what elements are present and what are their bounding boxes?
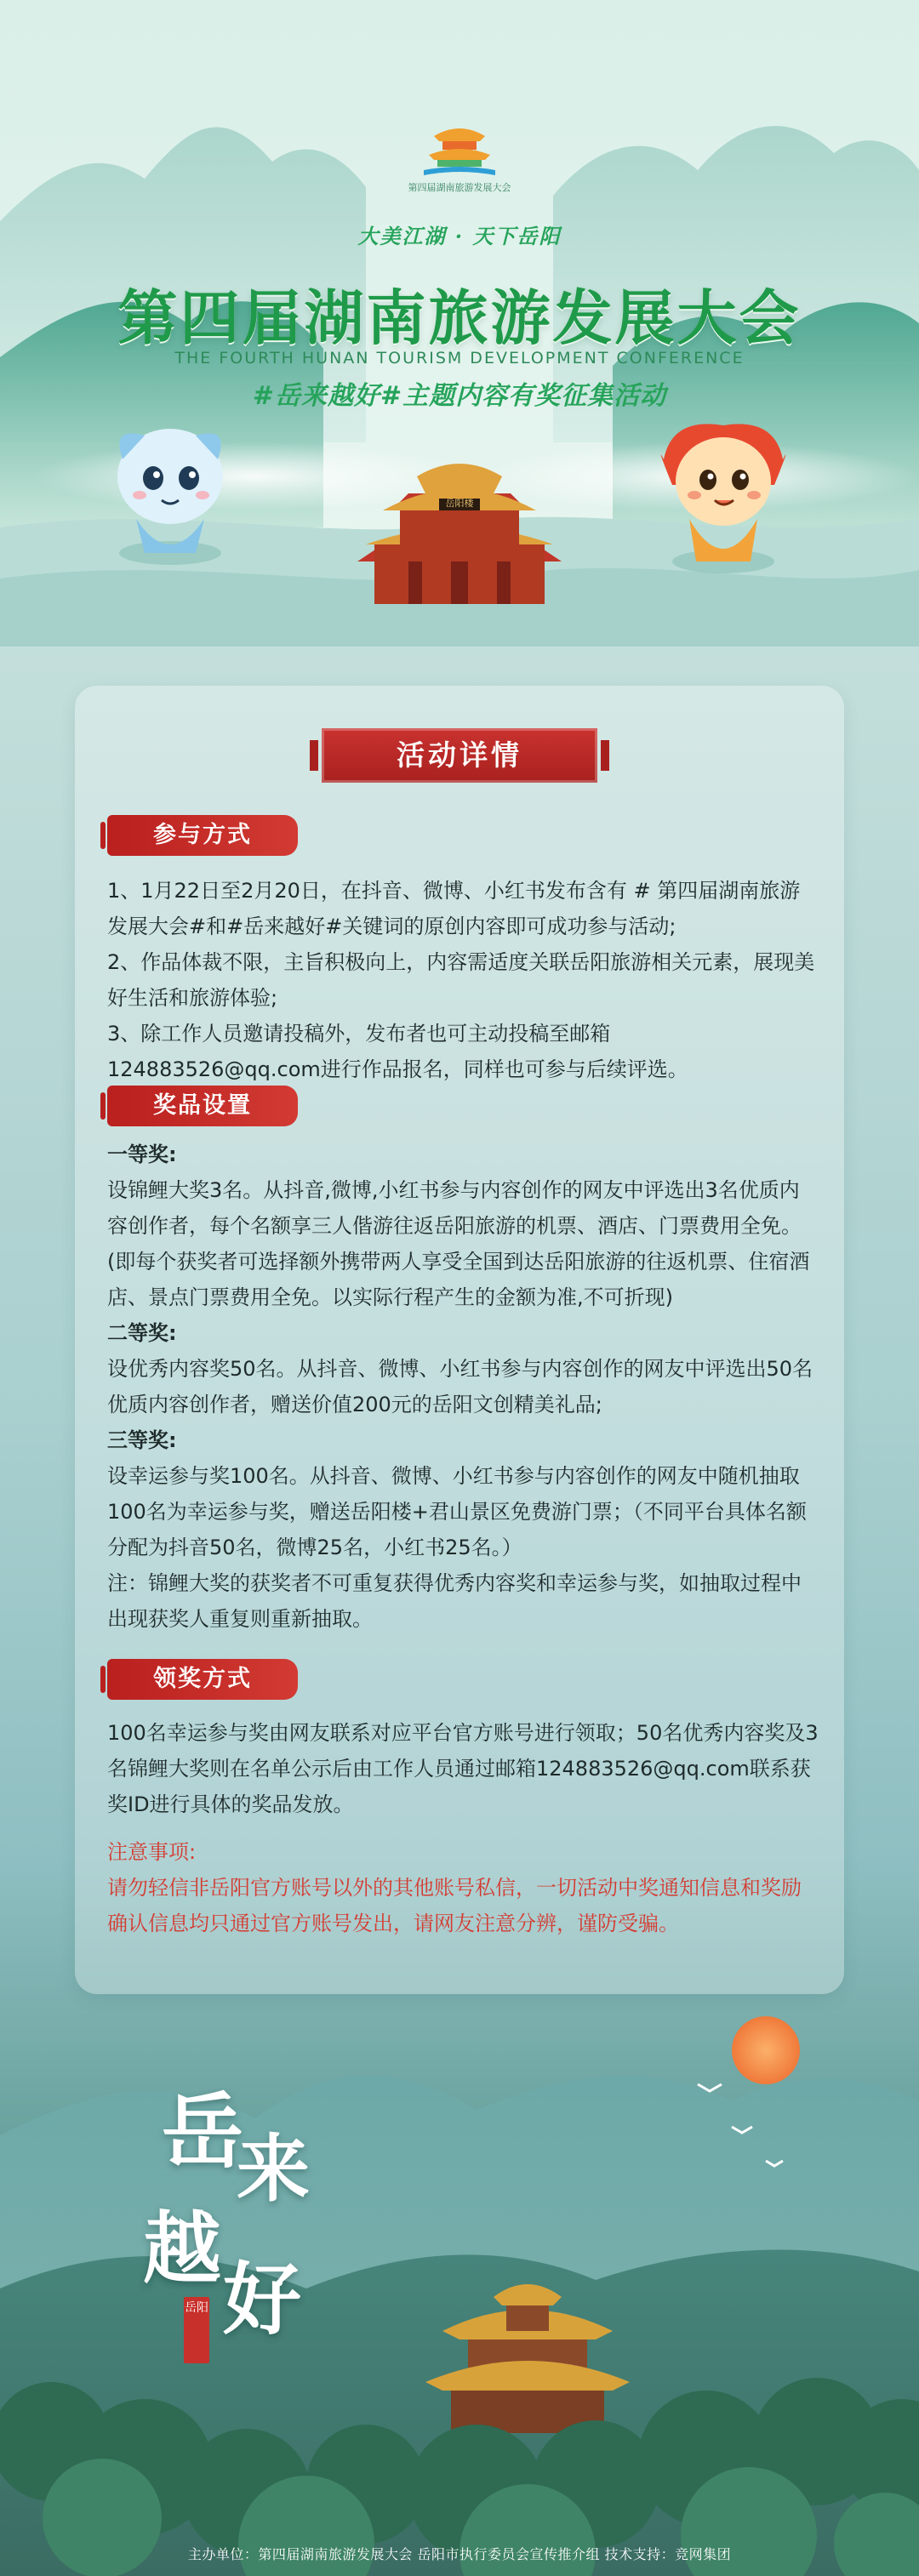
footer-credits: 主办单位：第四届湖南旅游发展大会 岳阳市执行委员会宣传推介组 技术支持：竞网集团 <box>187 2546 732 2562</box>
tower-logo-icon <box>417 117 502 180</box>
first-prize-title: 一等奖: <box>107 1143 177 1166</box>
tower-plaque: 岳阳楼 <box>445 498 474 509</box>
page-title: 第四届湖南旅游发展大会 <box>117 282 802 353</box>
participate-rule: 2、作品体裁不限，主旨积极向上，内容需适度关联岳阳旅游相关元素，展现美好生活和旅游体验; <box>107 950 815 1010</box>
bottom-scenery <box>0 1982 919 2576</box>
participate-rule: 1、1月22日至2月20日，在抖音、微博、小红书发布含有 # 第四届湖南旅游发展大会#和#岳来越好#关键词的原创内容即可成功参与活动; <box>107 879 801 938</box>
second-prize-text: 设优秀内容奖50名。从抖音、微博、小红书参与内容创作的网友中评选出50名优质内容创作者，赠送价值200元的岳阳文创精美礼品; <box>107 1357 813 1416</box>
section-tag-prizes: 奖品设置 <box>107 1086 298 1126</box>
notice-title: 注意事项: <box>107 1840 197 1864</box>
notice-text: 请勿轻信非岳阳官方账号以外的其他账号私信，一切活动中奖通知信息和奖励确认信息均只通过官方账号发出，请网友注意分辨，谨防受骗。 <box>107 1876 802 1935</box>
sun-icon <box>732 2016 800 2084</box>
claim-text: 100名幸运参与奖由网友联系对应平台官方账号进行领取；50名优秀内容奖及3名锦鲤大奖则在名单公示后由工作人员通过邮箱124883526@qq.com联系获奖ID进行具体的奖品发放。 <box>107 1721 819 1816</box>
english-title: THE FOURTH HUNAN TOURISM DEVELOPMENT CONFERENCE <box>174 349 745 368</box>
bottom-landscape <box>0 1982 919 2576</box>
conference-logo <box>417 117 502 184</box>
calligraphy-char: 来 <box>237 2126 310 2212</box>
section-tag-participate: 参与方式 <box>107 815 298 856</box>
card-title: 活动详情 <box>322 728 597 783</box>
red-seal: 岳阳 <box>184 2297 209 2363</box>
prize-note: 注：锦鲤大奖的获奖者不可重复获得优秀内容奖和幸运参与奖，如抽取过程中出现获奖人重复则重新抽取。 <box>107 1571 802 1631</box>
participate-rules <box>107 873 819 1087</box>
notice-block <box>107 1834 819 1941</box>
third-prize-title: 三等奖: <box>107 1428 177 1452</box>
campaign-subtitle: #岳来越好#主题内容有奖征集活动 <box>252 381 667 411</box>
second-prize-title: 二等奖: <box>107 1321 177 1345</box>
third-prize-text: 设幸运参与奖100名。从抖音、微博、小红书参与内容创作的网友中随机抽取100名为幸运参与奖，赠送岳阳楼+君山景区免费游门票；（不同平台具体名额分配为抖音50名，微博25名，小红书25名。） <box>107 1464 807 1559</box>
participate-rule: 3、除工作人员邀请投稿外，发布者也可主动投稿至邮箱124883526@qq.com进行作品报名，同样也可参与后续评选。 <box>107 1022 688 1081</box>
first-prize-text: 设锦鲤大奖3名。从抖音,微博,小红书参与内容创作的网友中评选出3名优质内容创作者，每个名额享三人偕游往返岳阳旅游的机票、酒店、门票费用全免。(即每个获奖者可选择额外携带两人享受全国到达岳阳旅游的往返机票、住宿酒店、景点门票费用全免。以实际行程产生的金额为准,不可折现) <box>107 1178 810 1309</box>
logo-caption: 第四届湖南旅游发展大会 <box>408 182 511 193</box>
calligraphy-char: 好 <box>223 2254 302 2345</box>
calligraphy-char: 岳 <box>162 2083 243 2180</box>
calligraphy-char: 越 <box>143 2203 222 2294</box>
section-tag-claim: 领奖方式 <box>107 1659 298 1700</box>
slogan: 大美江湖 · 天下岳阳 <box>357 224 562 248</box>
prize-details <box>107 1137 819 1637</box>
claim-instructions <box>107 1715 819 1822</box>
